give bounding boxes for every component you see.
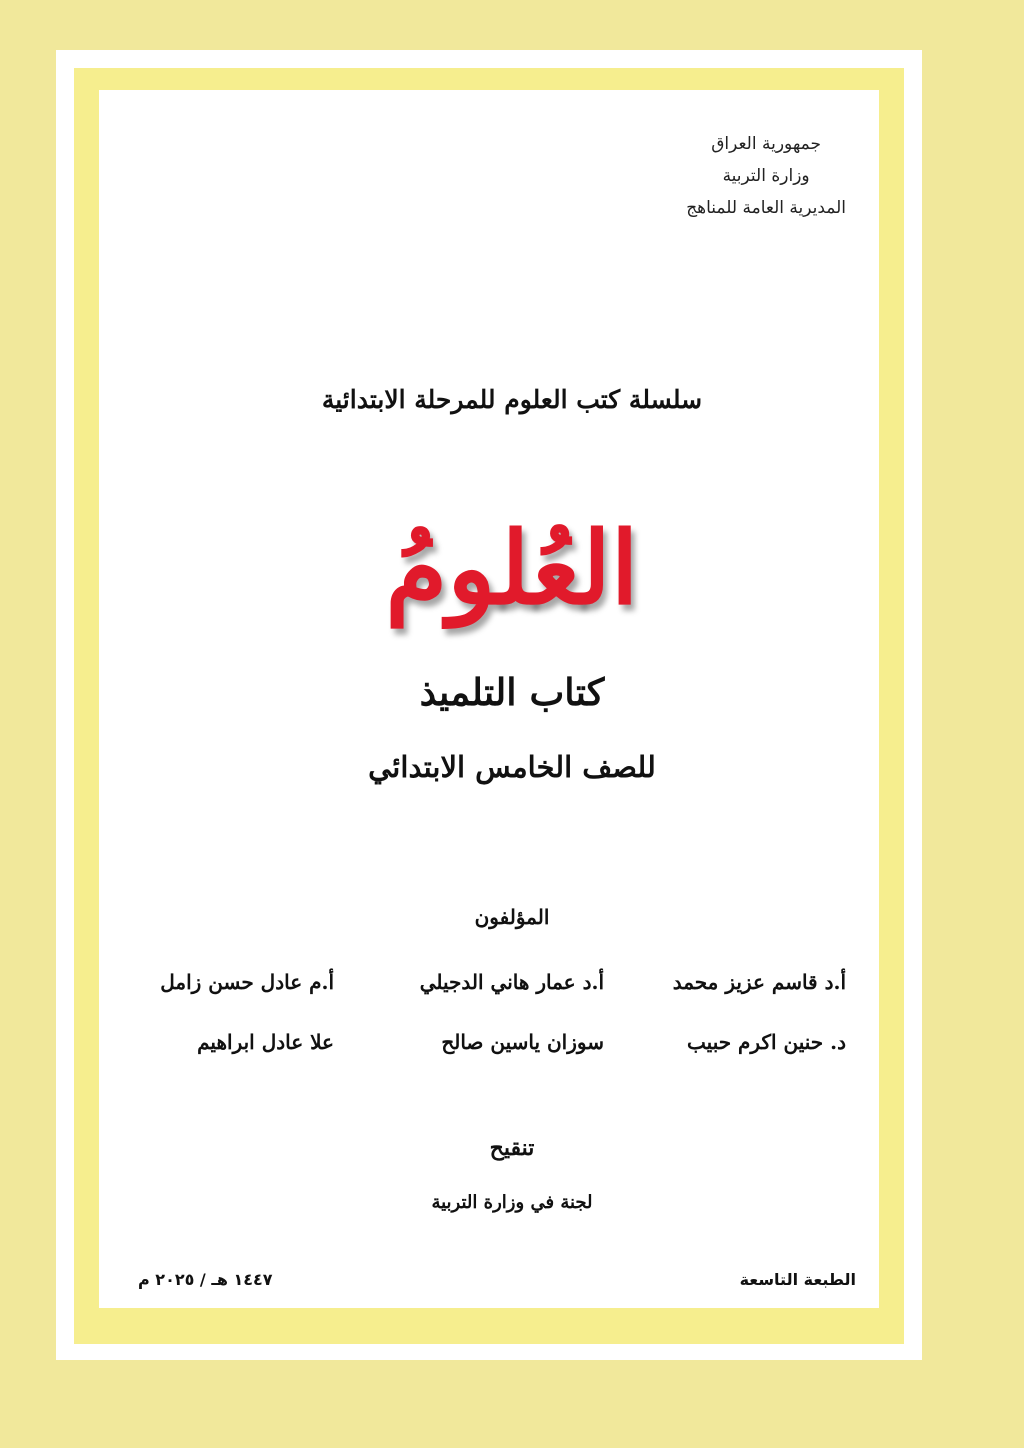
review-heading: تنقيح: [489, 1135, 535, 1161]
author-name: سوزان ياسين صالح: [441, 1030, 604, 1054]
ministry-line-ministry: وزارة التربية: [722, 166, 810, 186]
author-name: أ.د عمار هاني الدجيلي: [419, 970, 604, 994]
ministry-header: [686, 128, 846, 224]
grade-level: للصف الخامس الابتدائي: [368, 750, 656, 784]
authors-heading: المؤلفون: [474, 905, 550, 929]
main-title: العُلومُ: [385, 509, 639, 627]
author-name: أ.د قاسم عزيز محمد: [672, 970, 846, 994]
publication-date: ١٤٤٧ هـ / ٢٠٢٥ م: [138, 1270, 273, 1289]
ministry-line-directorate: المديرية العامة للمناهج: [686, 198, 846, 218]
author-name: علا عادل ابراهيم: [197, 1030, 334, 1054]
author-name: د. حنين اكرم حبيب: [687, 1030, 846, 1054]
series-title: سلسلة كتب العلوم للمرحلة الابتدائية: [321, 385, 703, 414]
review-committee: لجنة في وزارة التربية: [431, 1192, 593, 1213]
edition-label: الطبعة التاسعة: [739, 1270, 856, 1289]
ministry-line-republic: جمهورية العراق: [711, 134, 821, 154]
book-type: كتاب التلميذ: [419, 670, 605, 714]
author-name: أ.م عادل حسن زامل: [160, 970, 334, 994]
